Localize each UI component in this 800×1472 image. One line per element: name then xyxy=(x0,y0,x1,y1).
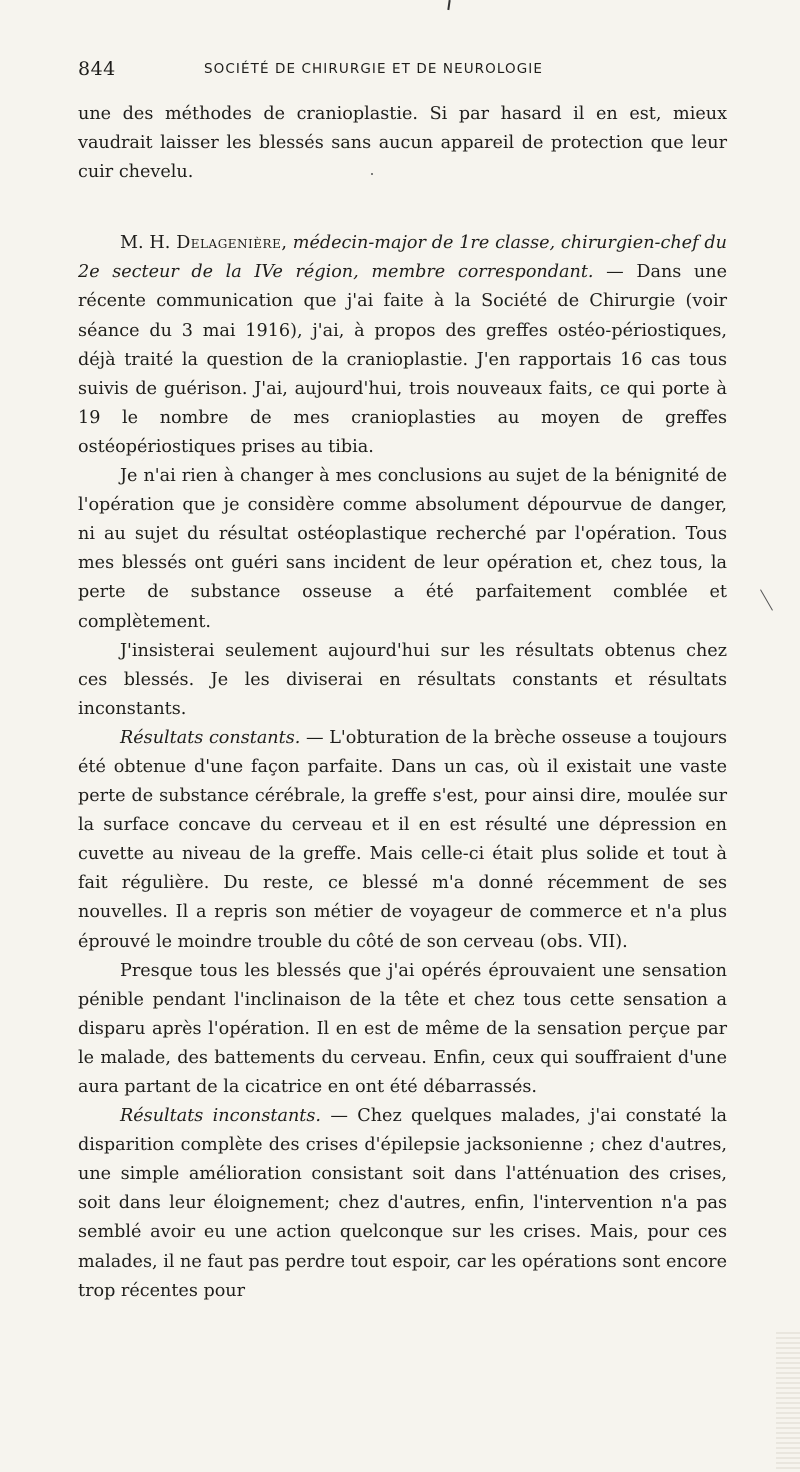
paragraph-inconstant-results xyxy=(78,1102,727,1306)
inconstant-results-dash: — xyxy=(320,1106,358,1127)
scan-edge-noise xyxy=(776,1332,800,1472)
scan-scratch xyxy=(760,589,773,610)
running-title: SOCIÉTÉ DE CHIRURGIE ET DE NEUROLOGIE xyxy=(204,61,544,77)
page-header xyxy=(78,50,728,90)
speaker-text: Dans une récente communication que j'ai faite à la Société de Chirurgie (voir séance du 3 mai 1916), j'ai, à propos des greffes ostéo-périostiques, déjà traité la question de la cranioplastie. J'en rapportais 16 cas tous suivis de guérison. J'ai, aujourd'hui, trois nouveaux faits, ce qui porte à 19 le nombre de mes cranioplasties au moyen de greffes ostéopériostiques prises au tibia. xyxy=(78,262,728,457)
scan-speck xyxy=(371,173,373,175)
speaker-title: médecin-major de 1re classe, chirurgien-chef du 2e secteur de la IVe région, membre correspondant. xyxy=(78,233,727,283)
inconstant-results-text: Chez quelques malades, j'ai constaté la disparition complète des crises d'épilepsie jacksonienne ; chez d'autres, une simple amélioration consistant soit dans l'atténuation des crises, soit dans leur éloignement; chez d'autres, enfin, l'intervention n'a pas semblé avoir eu une action quelconque sur les crises. Mais, pour ces malades, il ne faut pas perdre tout espoir, car les opérations sont encore trop récentes pour xyxy=(78,1106,728,1301)
speaker-name: Delagenière xyxy=(176,233,282,254)
constant-results-text: L'obturation de la brèche osseuse a toujours été obtenue d'une façon parfaite. Dans un cas, où il existait une vaste perte de substance cérébrale, la greffe s'est, pour ainsi dire, moulée sur la surface concave du cerveau et il en est résulté une dépression en cuvette au niveau de la greffe. Mais celle-ci était plus solide et tout à fait régulière. Du reste, ce blessé m'a donné récemment de ses nouvelles. Il a repris son métier de voyageur de commerce et n'a plus éprouvé le moindre trouble du côté de son cerveau (obs. VII). xyxy=(78,727,727,952)
scan-mark xyxy=(447,0,450,10)
paragraph-results-intro: J'insisterai seulement aujourd'hui sur les résultats obtenus chez ces blessés. Je les diviserai en résultats constants et résultats inconstants. xyxy=(78,640,727,719)
paragraph-speaker-intro xyxy=(78,229,727,462)
speaker-comma: , xyxy=(281,233,293,254)
page-body xyxy=(78,100,727,1306)
paragraph-conclusions: Je n'ai rien à changer à mes conclusions au sujet de la bénignité de l'opération que je considère comme absolument dépourvue de danger, ni au sujet du résultat ostéoplastique recherché par l'opération. Tous mes blessés ont guéri sans incident de leur opération et, chez tous, la perte de substance osseuse a été parfaitement comblée et complètement. xyxy=(78,466,727,632)
constant-results-dash: — xyxy=(300,727,330,748)
constant-results-heading: Résultats constants. xyxy=(120,727,301,748)
page-number: 844 xyxy=(78,58,116,80)
inconstant-results-heading: Résultats inconstants. xyxy=(120,1106,321,1127)
speaker-dash: — xyxy=(593,262,637,283)
speaker-initial: M. H. xyxy=(120,233,177,254)
paragraph-sensations: Presque tous les blessés que j'ai opérés éprouvaient une sensation pénible pendant l'inclinaison de la tête et chez tous cette sensation a disparu après l'opération. Il en est de même de la sensation perçue par le malade, des battements du cerveau. Enfin, ceux qui souffraient d'une aura partant de la cicatrice en ont été débarrassés. xyxy=(78,960,727,1097)
paragraph-constant-results xyxy=(78,724,727,957)
paragraph-intro-continuation: une des méthodes de cranioplastie. Si par hasard il en est, mieux vaudrait laisser les blessés sans aucun appareil de protection que leur cuir chevelu. xyxy=(78,104,727,183)
